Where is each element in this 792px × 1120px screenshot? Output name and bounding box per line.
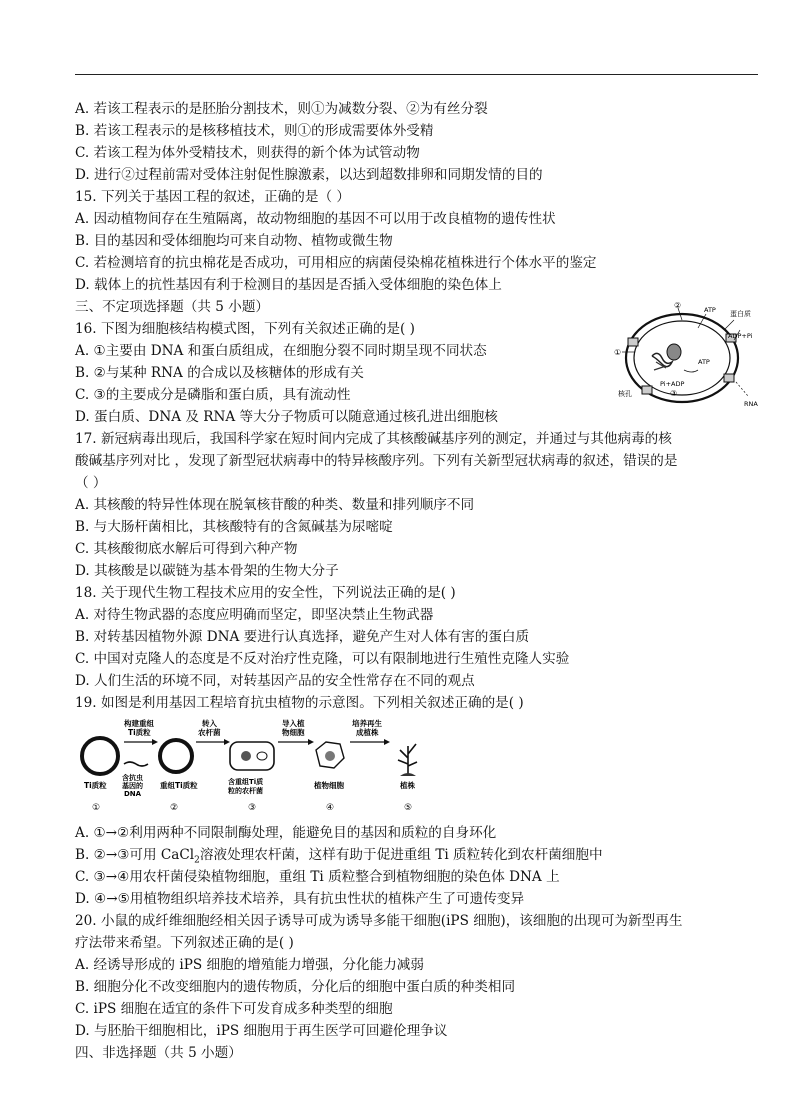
nucleus-structure-diagram: [612, 300, 760, 410]
label-num1: ①: [614, 348, 622, 357]
q18-option-c: C. 中国对克隆人的态度是不反对治疗性克隆，可以有限制地进行生殖性克隆人实验: [75, 651, 570, 667]
step3-text: 导入植: [282, 719, 305, 728]
gene-engineering-diagram: [78, 718, 438, 818]
q19-option-d: D. ④→⑤用植物组织培养技术培养，具有抗虫性状的植株产生了可遗传变异: [75, 891, 525, 907]
q15-option-d: D. 载体上的抗性基因有利于检测目的基因是否插入受体细胞的染色体上: [75, 277, 502, 293]
section-4-heading: 四、非选择题（共 5 小题）: [75, 1045, 242, 1061]
label-atp-top: ATP: [704, 306, 716, 314]
label-num2: ②: [674, 301, 682, 310]
q20-stem-1: 20. 小鼠的成纤维细胞经相关因子诱导可成为诱导多能干细胞(iPS 细胞)，该细胞的出现可为新型再生: [75, 913, 683, 929]
label-atp-mid: ATP: [698, 358, 710, 366]
label-ti-plasmid: Ti质粒: [84, 781, 107, 790]
num-2: ②: [170, 803, 179, 813]
ti-plasmid-icon: [82, 738, 118, 774]
label-plant: 植株: [400, 781, 415, 790]
header-rule: [75, 74, 758, 75]
q19-option-c: C. ③→④用农杆菌侵染植物细胞，重组 Ti 质粒整合到植物细胞的染色体 DNA 上: [75, 869, 560, 885]
q20-option-d: D. 与胚胎干细胞相比，iPS 细胞用于再生医学可回避伦理争议: [75, 1023, 448, 1039]
label-pore: 核孔: [618, 390, 632, 398]
q14-option-c: C. 若该工程为体外受精技术，则获得的新个体为试管动物: [75, 145, 420, 161]
q17-stem-2: 酸碱基序列对比 ，发现了新型冠状病毒中的特异核酸序列。下列有关新型冠状病毒的叙述，错误的是: [75, 453, 678, 469]
num-1: ①: [92, 803, 101, 813]
q17-option-a: A. 其核酸的特异性体现在脱氧核苷酸的种类、数量和排列顺序不同: [75, 497, 475, 513]
step1-text: 构建重组: [124, 719, 154, 728]
step2b-text: 农杆菌: [198, 728, 221, 737]
q17-option-c: C. 其核酸彻底水解后可得到六种产物: [75, 541, 298, 557]
q20-option-c: C. iPS 细胞在适宜的条件下可发育成多种类型的细胞: [75, 1001, 393, 1017]
label-dna-3: DNA: [124, 790, 142, 798]
label-adp-pi: ADP+Pi: [728, 332, 753, 340]
q18-option-d: D. 人们生活的环境不同，对转基因产品的安全性常存在不同的观点: [75, 673, 475, 689]
nucleolus: [667, 344, 681, 360]
q20-option-b: B. 细胞分化不改变细胞内的遗传物质，分化后的细胞中蛋白质的种类相同: [75, 979, 516, 995]
num-3: ③: [248, 803, 257, 813]
q17-option-d: D. 其核酸是以碳链为基本骨架的生物大分子: [75, 563, 339, 579]
label-pi-adp: Pi+ADP: [660, 380, 685, 388]
step4b-text: 成植株: [356, 728, 379, 737]
q14-option-a: A. 若该工程表示的是胚胎分割技术，则①为减数分裂、②为有丝分裂: [75, 101, 488, 117]
section-3-heading: 三、不定项选择题（共 5 小题）: [75, 299, 270, 315]
q15-option-c: C. 若检测培育的抗虫棉花是否成功，可用相应的病菌侵染棉花植株进行个体水平的鉴定: [75, 255, 597, 271]
q19-option-a: A. ①→②利用两种不同限制酶处理，能避免目的基因和质粒的自身环化: [75, 825, 497, 841]
q19-option-b-part2: 溶液处理农杆菌，这样有助于促进重组 Ti 质粒转化到农杆菌细胞中: [199, 847, 603, 863]
q19-stem: 19. 如图是利用基因工程培育抗虫植物的示意图。下列相关叙述正确的是( ): [75, 695, 524, 711]
q15-stem: 15. 下列关于基因工程的叙述，正确的是（ ）: [75, 189, 350, 205]
label-rna: RNA: [744, 400, 758, 408]
q19-option-b-part1: B. ②→③可用 CaCl: [75, 847, 195, 863]
q18-option-a: A. 对待生物武器的态度应明确而坚定，即坚决禁止生物武器: [75, 607, 434, 623]
plant-icon: [398, 744, 417, 776]
q16-stem: 16. 下图为细胞核结构模式图，下列有关叙述正确的是( ): [75, 321, 415, 337]
step3b-text: 物细胞: [282, 728, 305, 737]
q18-option-b: B. 对转基因植物外源 DNA 要进行认真选择，避免产生对人体有害的蛋白质: [75, 629, 530, 645]
q16-option-c: C. ③的主要成分是磷脂和蛋白质，具有流动性: [75, 387, 351, 403]
q17-stem-3: （ ）: [75, 475, 107, 491]
q17-option-b: B. 与大肠杆菌相比，其核酸特有的含氮碱基为尿嘧啶: [75, 519, 393, 535]
q15-option-b: B. 目的基因和受体细胞均可来自动物、植物或微生物: [75, 233, 393, 249]
recombinant-plasmid-icon: [160, 740, 192, 772]
label-plant-cell: 植物细胞: [314, 781, 344, 790]
q14-option-d: D. 进行②过程前需对受体注射促性腺激素，以达到超数排卵和同期发情的目的: [75, 167, 543, 183]
q16-option-d: D. 蛋白质、DNA 及 RNA 等大分子物质可以随意通过核孔进出细胞核: [75, 409, 498, 425]
q16-option-a: A. ①主要由 DNA 和蛋白质组成，在细胞分裂不同时期呈现不同状态: [75, 343, 487, 359]
label-recombinant: 重组Ti质粒: [160, 781, 198, 790]
q18-stem: 18. 关于现代生物工程技术应用的安全性，下列说法正确的是( ): [75, 585, 456, 601]
label-agro-2: 粒的农杆菌: [228, 787, 263, 795]
label-dna-2: 基因的: [122, 782, 143, 790]
dna-fragment-icon: [124, 762, 148, 766]
label-agro-1: 含重组Ti质: [228, 778, 264, 786]
q20-stem-2: 疗法带来希望。下列叙述正确的是( ): [75, 935, 294, 951]
num-4: ④: [326, 803, 335, 813]
step2-text: 转入: [202, 719, 217, 728]
q19-option-b-subscript: 2: [194, 855, 200, 866]
q17-stem-1: 17. 新冠病毒出现后，我国科学家在短时间内完成了其核酸碱基序列的测定，并通过与其他病毒的核: [75, 431, 672, 447]
label-protein: 蛋白质: [730, 310, 751, 318]
q14-option-b: B. 若该工程表示的是核移植技术，则①的形成需要体外受精: [75, 123, 434, 139]
step4-text: 培养再生: [352, 719, 382, 728]
q20-option-a: A. 经诱导形成的 iPS 细胞的增殖能力增强，分化能力减弱: [75, 957, 424, 973]
q16-option-b: B. ②与某种 RNA 的合成以及核糖体的形成有关: [75, 365, 364, 381]
q15-option-a: A. 因动植物间存在生殖隔离，故动物细胞的基因不可以用于改良植物的遗传性状: [75, 211, 556, 227]
label-dna-1: 含抗虫: [122, 774, 143, 782]
step1b-text: Ti质粒: [128, 728, 151, 737]
num-5: ⑤: [404, 803, 413, 813]
label-num3: ③: [670, 389, 678, 398]
